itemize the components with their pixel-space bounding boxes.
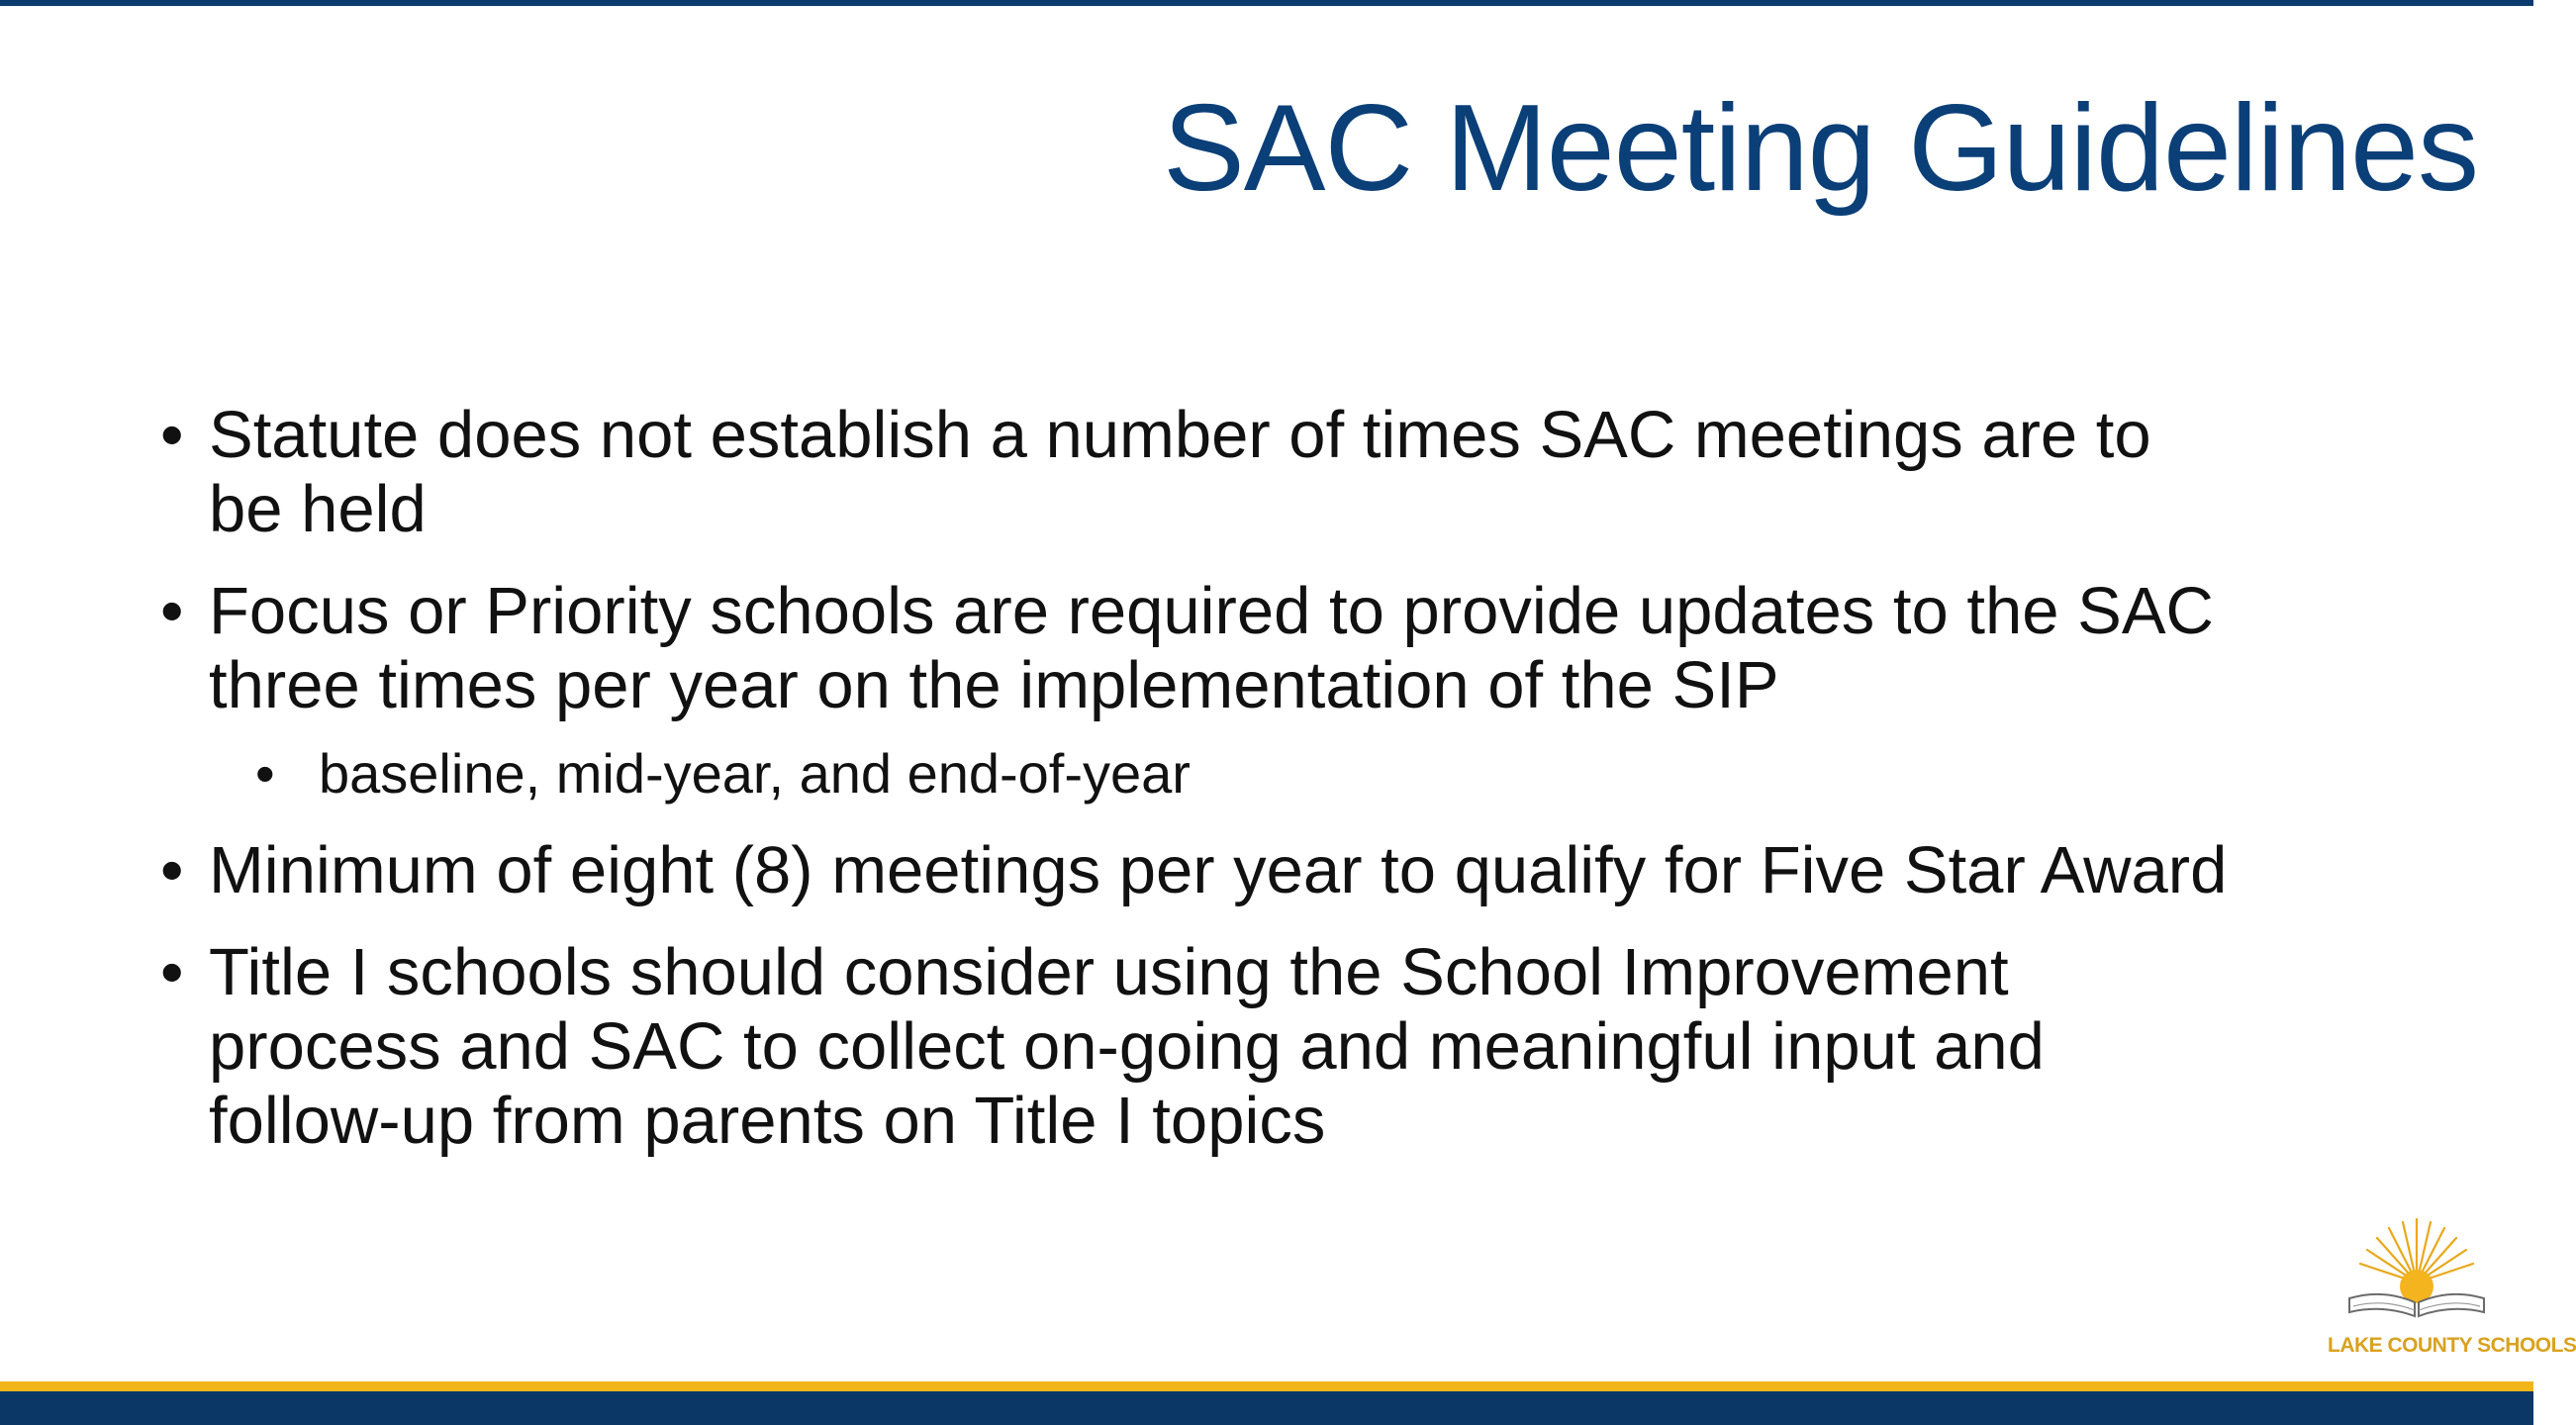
slide-title: SAC Meeting Guidelines	[1163, 80, 2478, 217]
bullet-dot: •	[160, 574, 184, 648]
bullet-text: Statute does not establish a number of times SAC meetings are to be held	[209, 398, 2151, 546]
sub-bullet-text: baseline, mid-year, and end-of-year	[319, 742, 1191, 805]
sub-bullet-item	[156, 742, 2235, 806]
footer-gold-band	[0, 1381, 2533, 1391]
bullet-item	[156, 935, 2235, 1158]
sunburst-book-icon	[2328, 1213, 2506, 1332]
sub-bullet-dot: •	[255, 742, 275, 805]
bullet-item	[156, 574, 2235, 722]
bullet-text: Title I schools should consider using the School Improvement process and SAC to collect on-going and meaningful input and follow-up from parents on Title I topics	[209, 935, 2045, 1158]
bullet-dot: •	[160, 833, 184, 907]
top-accent-line	[0, 0, 2533, 6]
bullet-item	[156, 833, 2235, 907]
bullet-dot: •	[160, 398, 184, 472]
bullet-list	[156, 398, 2235, 1186]
bullet-text: Minimum of eight (8) meetings per year to qualify for Five Star Award	[209, 833, 2228, 907]
footer-navy-band	[0, 1391, 2533, 1425]
bullet-dot: •	[160, 935, 184, 1009]
bullet-item	[156, 398, 2235, 546]
logo-text: LAKE COUNTY SCHOOLS	[2328, 1334, 2576, 1357]
lake-county-schools-logo	[2328, 1213, 2576, 1358]
bullet-text: Focus or Priority schools are required to provide updates to the SAC three times per year on the implementation of the SIP	[209, 574, 2214, 722]
